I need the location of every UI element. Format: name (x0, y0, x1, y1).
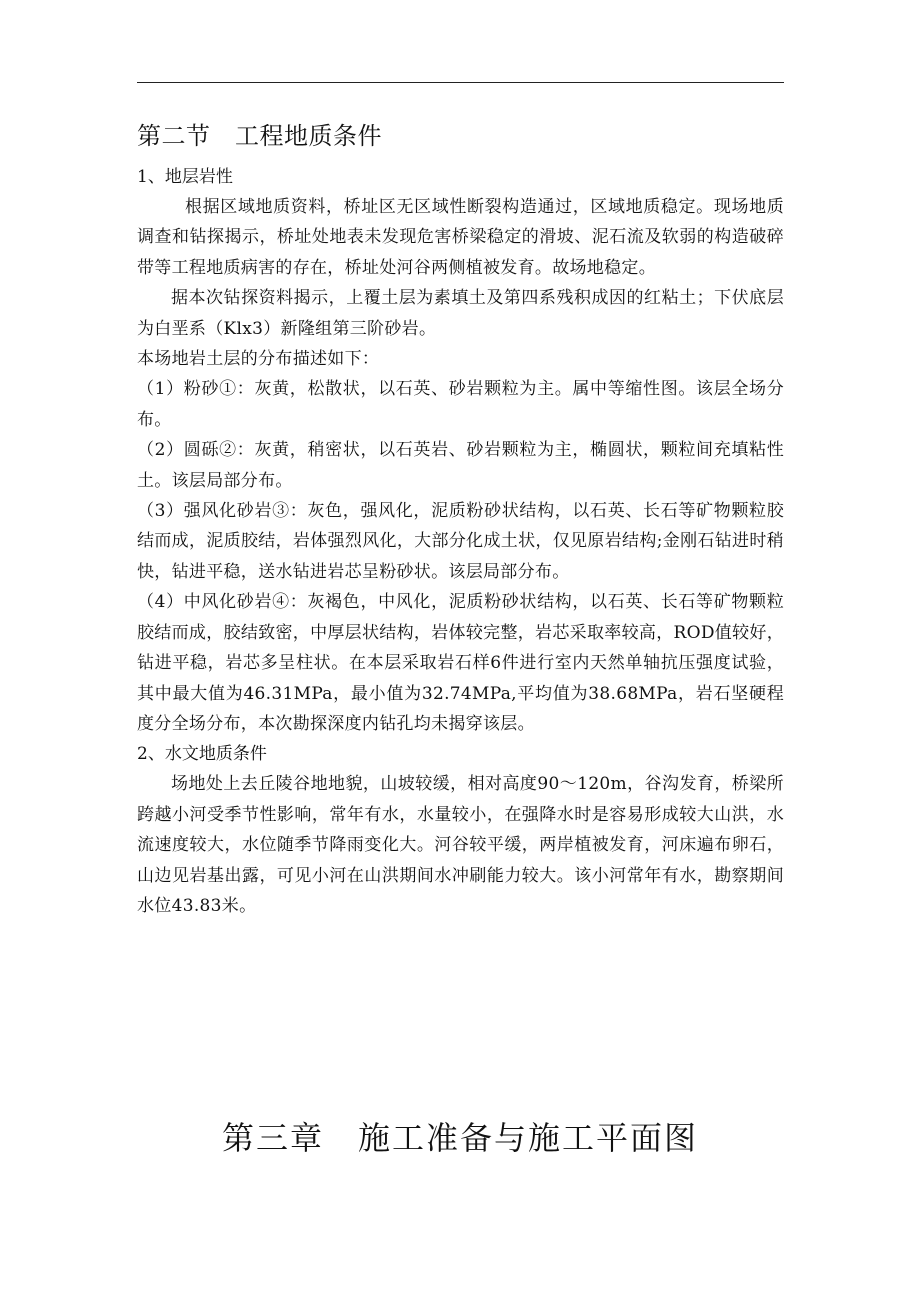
section-title: 第二节 工程地质条件 (137, 122, 382, 150)
stratum-intro-paragraph-1: 根据区域地质资料，桥址区无区域性断裂构造通过，区域地质稳定。现场地质调查和钻探揭示，桥址处地表未发现危害桥梁稳定的滑坡、泥石流及软弱的构造破碎带等工程地质病害的存在，桥址处河谷两侧植被发育。故场地稳定。 (137, 197, 784, 278)
layer-item-silt: （1）粉砂①：灰黄，松散状，以石英、砂岩颗粒为主。属中等缩性图。该层全场分布。 (137, 379, 784, 430)
header-rule (137, 82, 784, 83)
stratum-heading: 1、地层岩性 (137, 167, 233, 187)
hydro-paragraph: 场地处上去丘陵谷地地貌，山坡较缓，相对高度90～120m，谷沟发育，桥梁所跨越小河受季节性影响，常年有水，水量较小，在强降水时是容易形成较大山洪，水流速度较大，水位随季节降雨变化大。河谷较平缓，两岸植被发育，河床遍布卵石，山边见岩基出露，可见小河在山洪期间水冲刷能力较大。该小河常年有水，勘察期间水位43.83米。 (137, 774, 784, 916)
stratum-intro-paragraph-2: 据本次钻探资料揭示，上覆土层为素填土及第四系残积成因的红粘土；下伏底层为白垩系（Klx3）新隆组第三阶砂岩。 (137, 288, 784, 339)
hydro-heading: 2、水文地质条件 (137, 744, 267, 765)
chapter-title: 第三章 施工准备与施工平面图 (221, 1119, 698, 1157)
layer-item-gravel: （2）圆砾②：灰黄，稍密状，以石英岩、砂岩颗粒为主，椭圆状，颗粒间充填粘性土。该层局部分布。 (137, 440, 784, 491)
page-content (137, 118, 784, 921)
layer-item-strong-weathered-sandstone: （3）强风化砂岩③：灰色，强风化，泥质粉砂状结构，以石英、长石等矿物颗粒胶结而成，泥质胶结，岩体强烈风化，大部分化成土状，仅见原岩结构;金刚石钻进时稍快，钻进平稳，送水钻进岩芯呈粉砂状。该层局部分布。 (137, 501, 784, 582)
layer-item-medium-weathered-sandstone: （4）中风化砂岩④：灰褐色，中风化，泥质粉砂状结构，以石英、长石等矿物颗粒胶结而成，胶结致密，中厚层状结构，岩体较完整，岩芯采取率较高，ROD值较好，钻进平稳，岩芯多呈柱状。在本层采取岩石样6件进行室内天然单轴抗压强度试验，其中最大值为46.31MPa，最小值为32.74MPa,平均值为38.68MPa，岩石坚硬程度分全场分布，本次勘探深度内钻孔均未揭穿该层。 (137, 592, 784, 734)
stratum-list-intro: 本场地岩土层的分布描述如下： (137, 349, 380, 370)
